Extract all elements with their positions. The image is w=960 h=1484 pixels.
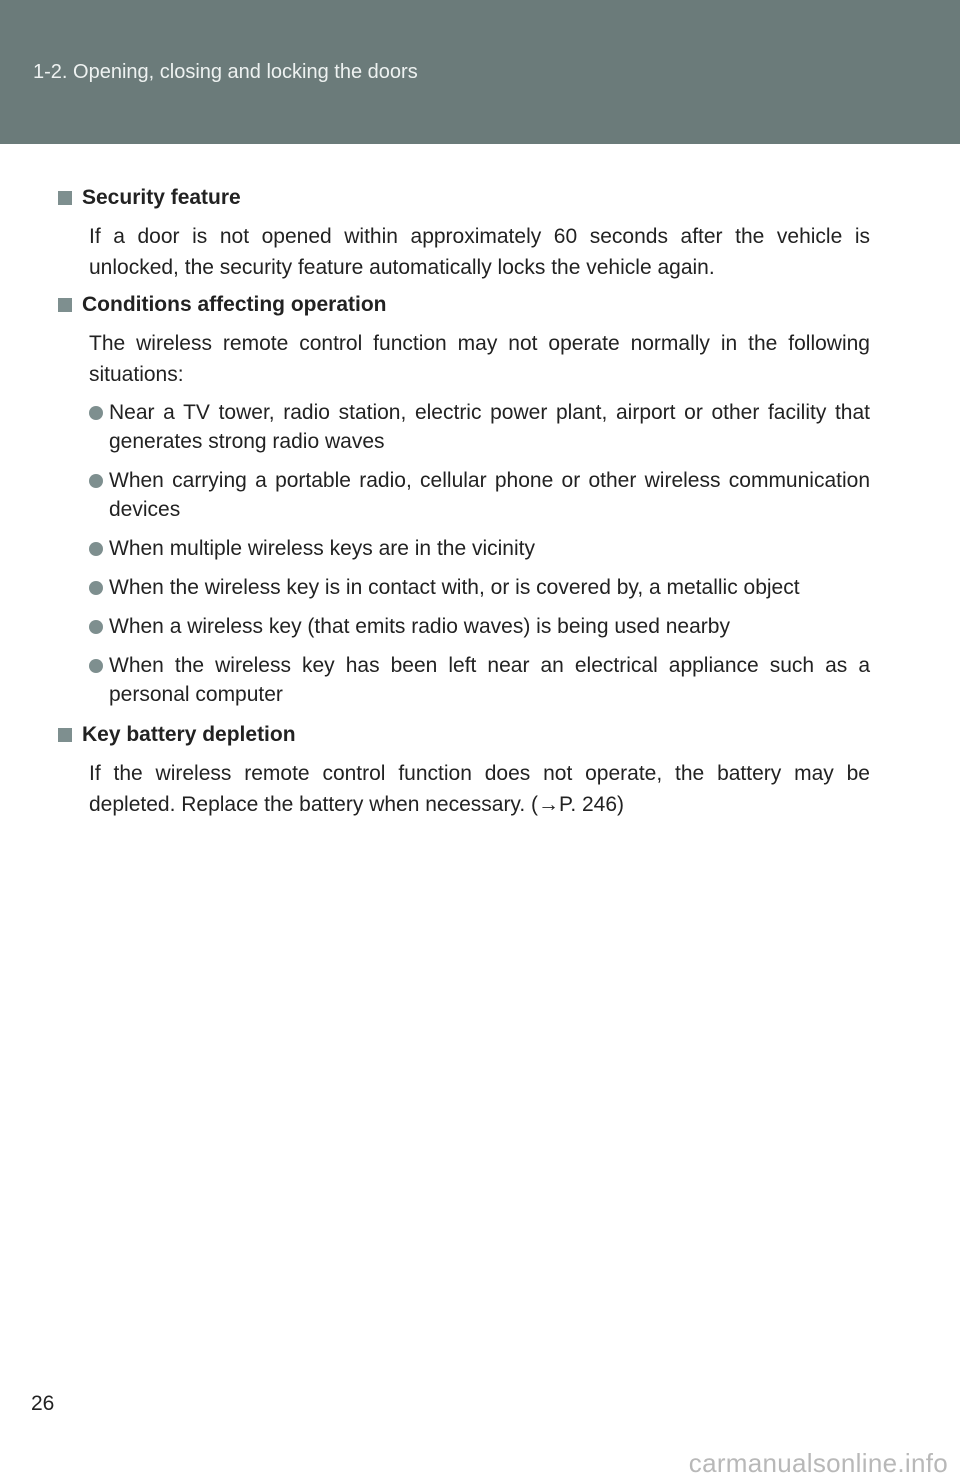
conditions-list (89, 398, 870, 709)
page-number: 26 (31, 1392, 55, 1415)
heading-text: Conditions affecting operation (82, 293, 387, 316)
header-band (0, 0, 960, 144)
section-title: 1-2. Opening, closing and locking the doors (33, 61, 418, 83)
section-paragraph: If a door is not opened within approximately 60 seconds after the vehicle is unlocked, the security feature automatically locks the vehicle again. (89, 225, 870, 279)
heading-text: Security feature (82, 186, 241, 209)
section-heading (58, 182, 870, 214)
page-content (58, 182, 870, 820)
list-item (89, 398, 870, 456)
heading-text: Key battery depletion (82, 723, 296, 746)
list-item (89, 651, 870, 709)
section-heading (58, 719, 870, 751)
list-item-text: When carrying a portable radio, cellular phone or other wireless communication devices (109, 469, 870, 521)
square-bullet-icon (58, 191, 72, 205)
section-paragraph: The wireless remote control function may not operate normally in the following situations: (89, 332, 870, 386)
list-item-text: Near a TV tower, radio station, electric power plant, airport or other facility that generates strong radio waves (109, 401, 870, 453)
circle-bullet-icon (89, 620, 103, 634)
list-item (89, 573, 870, 602)
section-security-feature (58, 182, 870, 283)
list-item (89, 612, 870, 641)
circle-bullet-icon (89, 581, 103, 595)
list-item (89, 534, 870, 563)
section-heading (58, 289, 870, 321)
watermark: carmanualsonline.info (688, 1448, 948, 1478)
section-conditions (58, 289, 870, 709)
list-item-text: When multiple wireless keys are in the vicinity (109, 537, 535, 560)
section-key-battery (58, 719, 870, 820)
list-item-text: When the wireless key has been left near an electrical appliance such as a personal computer (109, 654, 870, 706)
circle-bullet-icon (89, 406, 103, 420)
list-item-text: When the wireless key is in contact with, or is covered by, a metallic object (109, 576, 800, 599)
list-item (89, 466, 870, 524)
circle-bullet-icon (89, 659, 103, 673)
square-bullet-icon (58, 298, 72, 312)
circle-bullet-icon (89, 542, 103, 556)
list-item-text: When a wireless key (that emits radio waves) is being used nearby (109, 615, 730, 638)
circle-bullet-icon (89, 474, 103, 488)
square-bullet-icon (58, 728, 72, 742)
section-paragraph: If the wireless remote control function does not operate, the battery may be depleted. Replace the battery when necessary. (→P. 246) (89, 762, 870, 816)
